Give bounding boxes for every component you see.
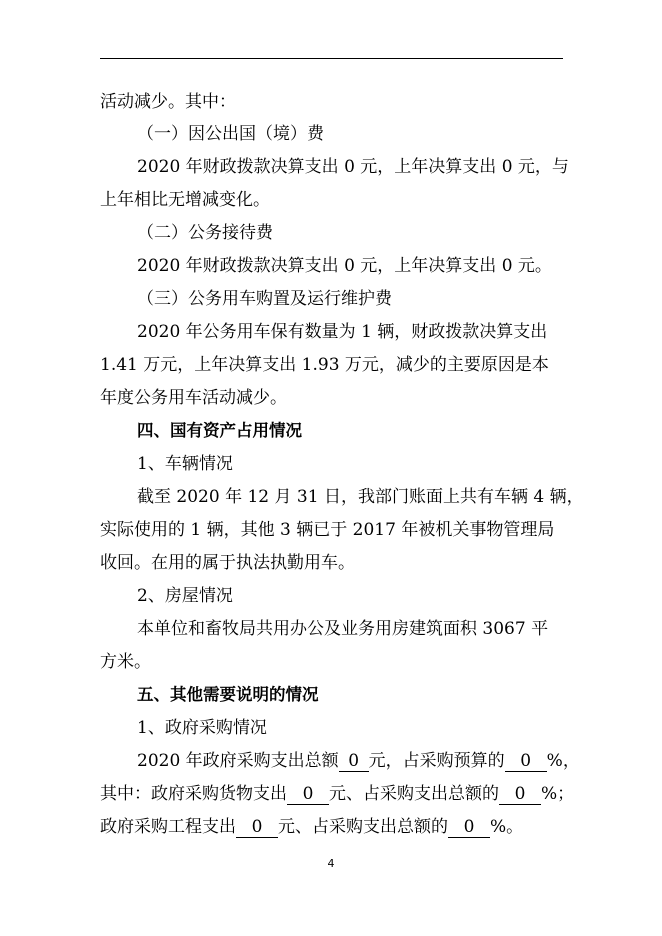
text-fragment: %。: [490, 817, 524, 837]
text-line: 2020 年财政拨款决算支出 0 元，上年决算支出 0 元。: [137, 256, 552, 276]
subheading-vehicles: （三）公务用车购置及运行维护费: [137, 289, 392, 309]
text-line: 上年相比无增减变化。: [100, 190, 270, 210]
blank-works-amount: 0: [236, 817, 278, 838]
header-rule: [100, 58, 563, 59]
text-fragment: 政府采购工程支出: [100, 817, 236, 837]
text-fragment: 元、占采购支出总额的: [278, 817, 448, 837]
text-line: 1.41 万元，上年决算支出 1.93 万元，减少的主要原因是本: [100, 355, 549, 375]
subheading-procurement: 1、政府采购情况: [137, 718, 267, 738]
blank-total-amount: 0: [339, 751, 369, 772]
blank-goods-amount: 0: [287, 784, 329, 805]
text-fragment: 元、占采购支出总额的: [329, 784, 499, 804]
procurement-total-line: [137, 744, 662, 778]
text-line: 实际使用的 1 辆，其他 3 辆已于 2017 年被机关事物管理局: [100, 520, 555, 540]
text-line: 收回。在用的属于执法执勤用车。: [100, 553, 355, 573]
text-fragment: 元，占采购预算的: [368, 751, 505, 771]
text-line: 活动减少。其中：: [100, 92, 236, 112]
subheading-vehicle-status: 1、车辆情况: [137, 454, 233, 474]
text-line: 截至 2020 年 12 月 31 日，我部门账面上共有车辆 4 辆，: [137, 487, 584, 507]
text-line: 年度公务用车活动减少。: [100, 388, 287, 408]
section-heading-assets: 四、国有资产占用情况: [137, 421, 302, 440]
section-heading-other: 五、其他需要说明的情况: [137, 685, 319, 704]
text-fragment: %；: [541, 784, 575, 804]
procurement-works-line: [100, 810, 662, 844]
text-line: 本单位和畜牧局共用办公及业务用房建筑面积 3067 平: [137, 619, 549, 639]
page-number: 4: [327, 857, 335, 870]
text-line: 2020 年公务用车保有数量为 1 辆，财政拨款决算支出: [137, 322, 548, 342]
procurement-goods-line: [100, 777, 662, 811]
text-fragment: %，: [546, 751, 580, 771]
subheading-buildings: 2、房屋情况: [137, 586, 233, 606]
text-fragment: 2020 年政府采购支出总额: [137, 751, 339, 771]
subheading-overseas: （一）因公出国（境）费: [137, 124, 324, 144]
text-line: 方米。: [100, 652, 151, 672]
blank-works-percent: 0: [448, 817, 490, 838]
text-fragment: 其中：政府采购货物支出: [100, 784, 287, 804]
subheading-reception: （二）公务接待费: [137, 223, 273, 243]
text-line: 2020 年财政拨款决算支出 0 元，上年决算支出 0 元，与: [137, 157, 569, 177]
blank-goods-percent: 0: [499, 784, 541, 805]
blank-total-percent: 0: [505, 751, 547, 772]
